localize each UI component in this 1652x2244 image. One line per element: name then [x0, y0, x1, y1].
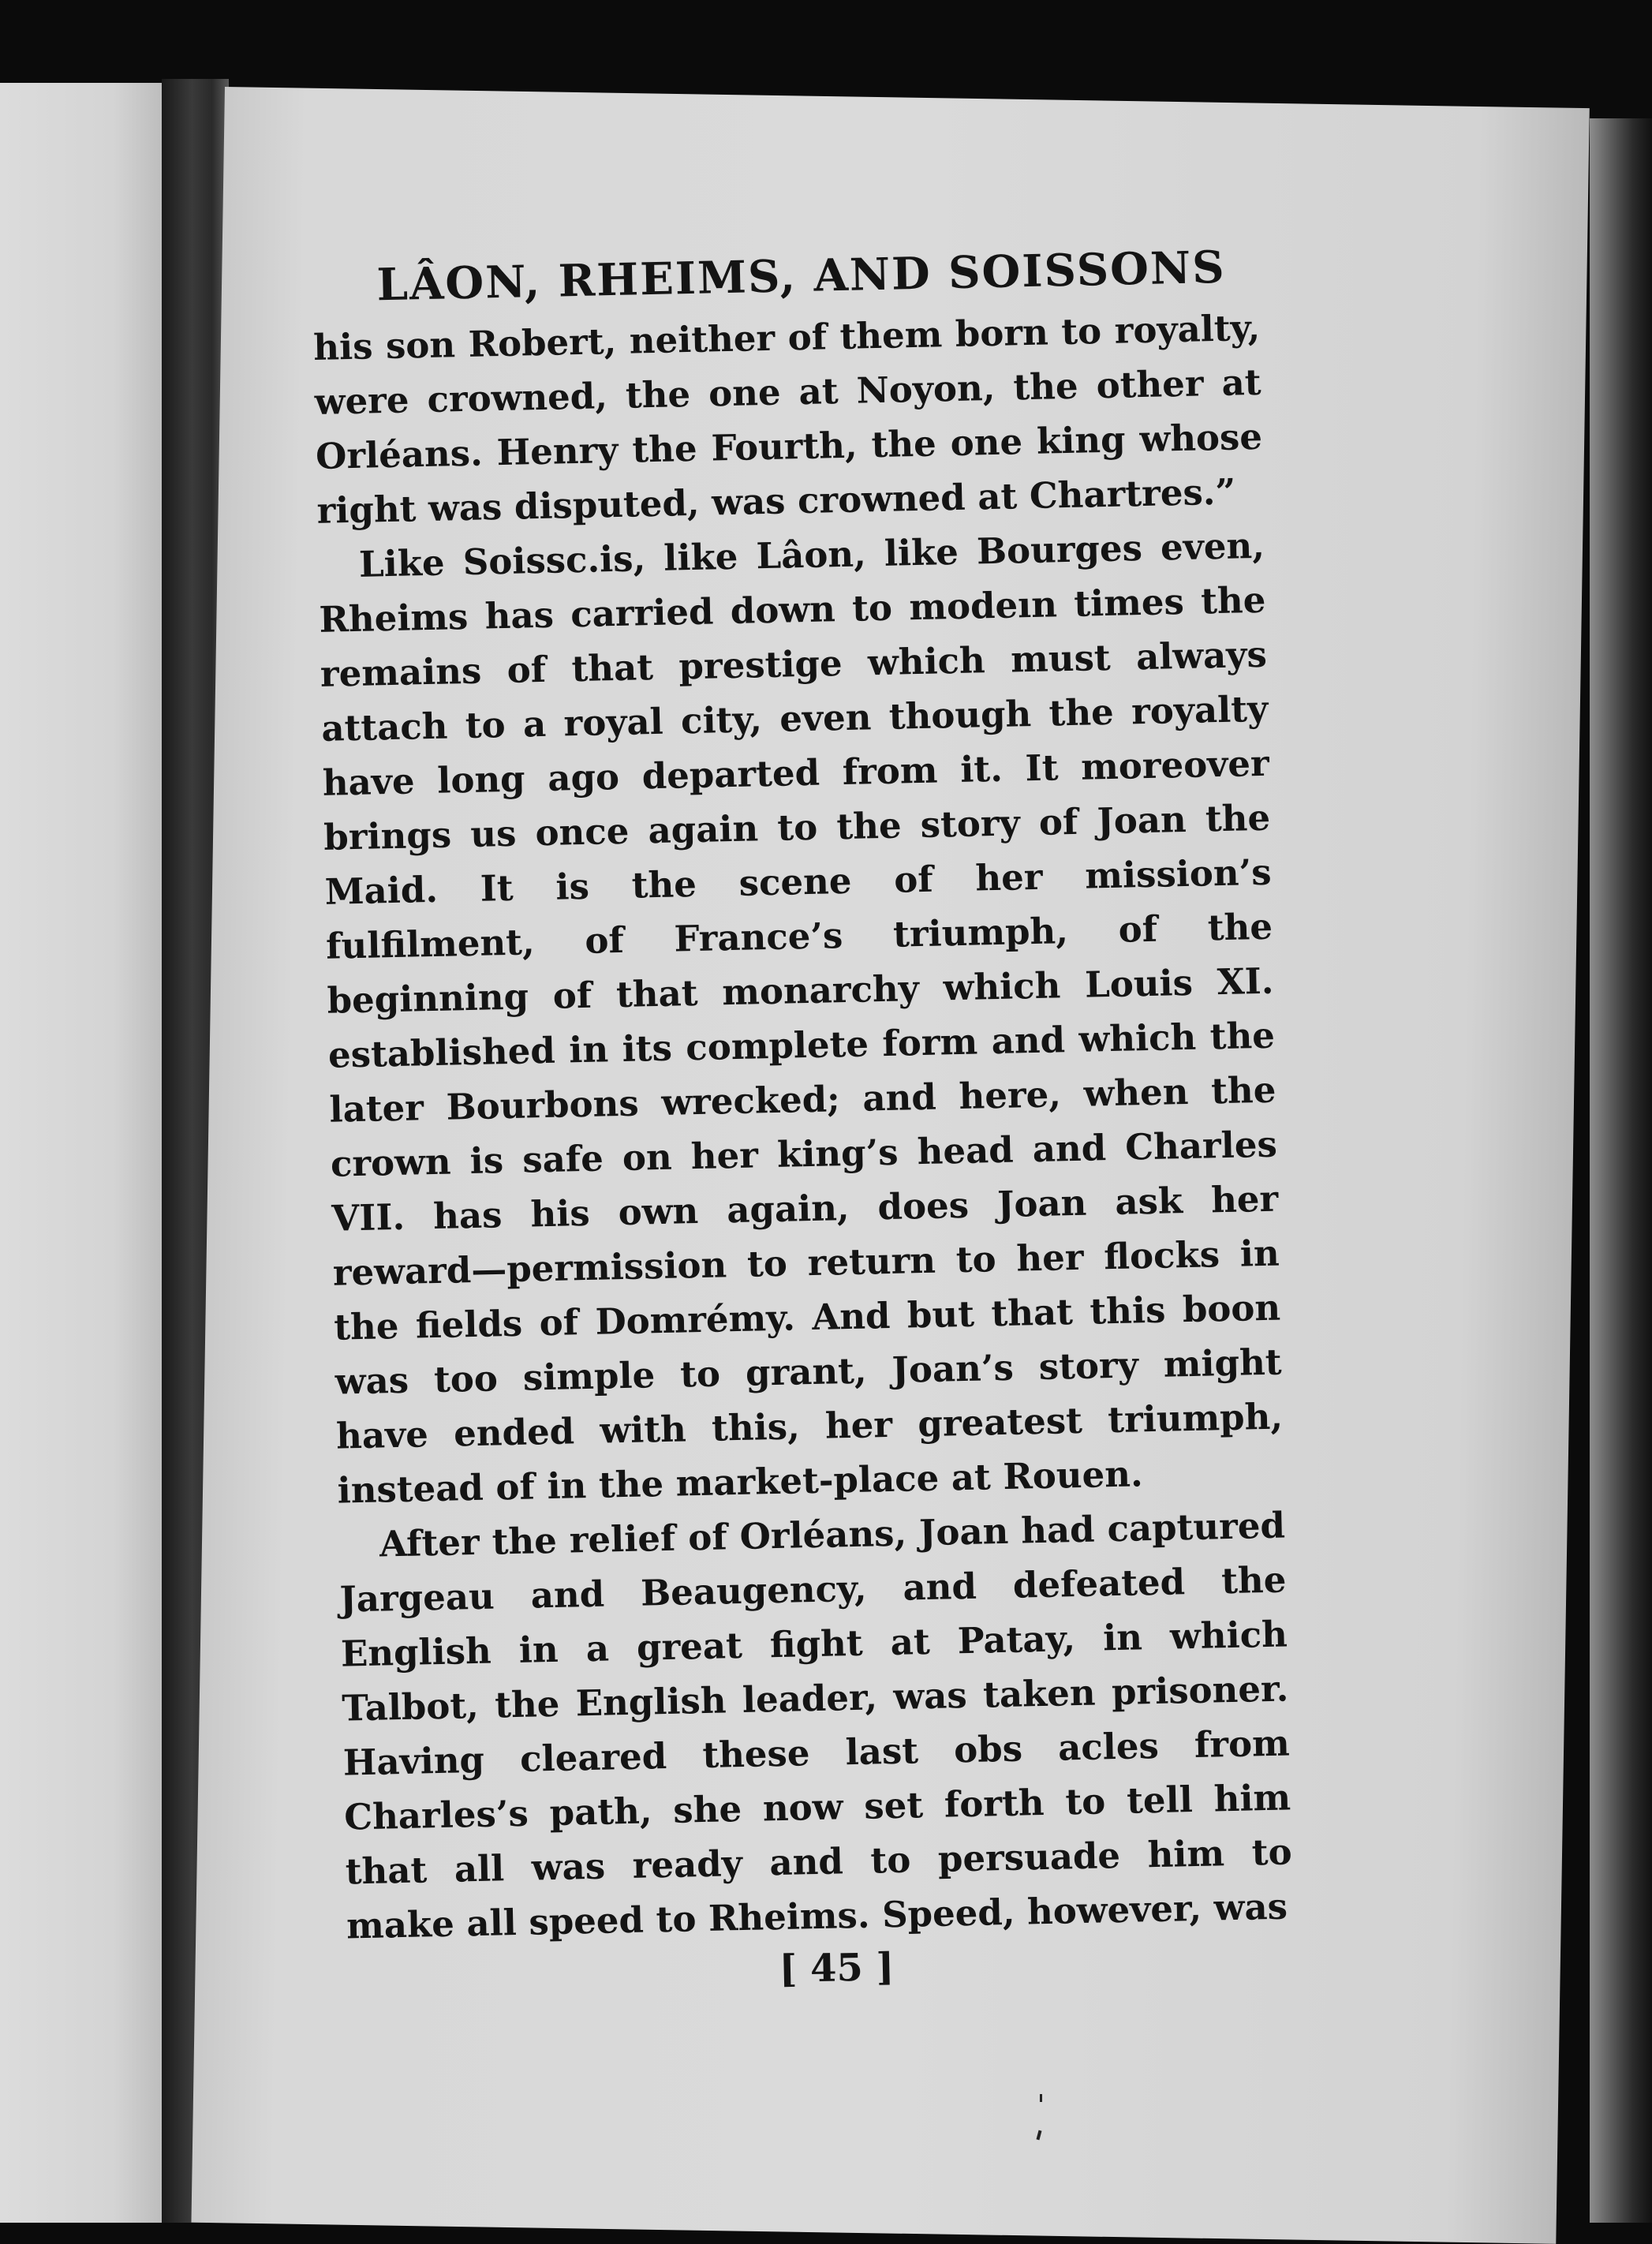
page-text-block — [312, 241, 1295, 2001]
paragraph-continued: his son Robert, neither of them born to royalty, were crowned, the one at Noyon, the other at Orléans. Henry the Fourth, the one king whose right was disputed, was crowned at Chartres.” — [312, 306, 1263, 532]
running-head: LÂON, RHEIMS, AND SOISSONS — [376, 241, 1227, 312]
page-fore-edge — [1590, 118, 1652, 2223]
page-number: [ 45 ] — [779, 1945, 895, 1992]
previous-page-edge — [0, 83, 162, 2223]
paragraph-orleans: After the relief of Orléans, Joan had captured Jargeau and Beaugency, and defeated the English in a great fight at Patay, in which Talbot, the English leader, was taken prisoner. Having cleared these last obs acles from Charles’s path, she now set forth to tell him that all was ready and to persuade him to make all speed to Rheims. Speed, however, was — [338, 1504, 1293, 1947]
paragraph-rheims: Like Soissc.is, like Lâon, like Bourges even, Rheims has carried down to modeın times the remains of that prestige which must always attach to a royal city, even though the royalty have long ago departed from it. It moreover brings us once again to the story of Joan the Maid. It is the scene of her mission’s fulfilment, of France’s triumph, of the beginning of that monarchy which Louis XI. established in its complete form and which the later Bourbons wrecked; and here, when the crown is safe on her king’s head and Charles VII. has his own again, does Joan ask her reward—permission to return to her flocks in the fields of Domrémy. And but that this boon was too simple to grant, Joan’s story might have ended with this, her greatest triumph, instead of in the market-place at Rouen. — [318, 524, 1284, 1512]
paper-specks — [1033, 2091, 1049, 2154]
